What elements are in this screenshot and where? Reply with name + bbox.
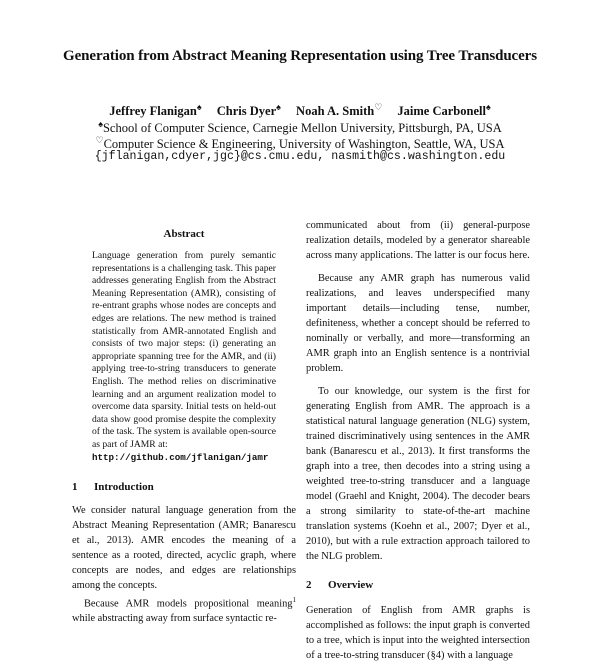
affiliation <box>0 119 600 136</box>
abstract-body <box>92 250 276 464</box>
spade-symbol-icon: ♠ <box>196 102 202 112</box>
paragraph: To our knowledge, our system is the first for generating English from AMR. The approach is a statistical natural language generation (NLG) system, trained discriminatively using sentences in the AMR bank (Banarescu et al., 2013). It first transforms the graph into a tree, then decodes into a string using a weighted tree-to-string transducer and a language model (Graehl and Knight, 2004). The decoder bears a strong similarity to state-of-the-art machine translation systems (Koehn et al., 2007; Dyer et al., 2010), but with a rule extraction approach tailored to the NLG problem. <box>306 386 530 562</box>
section-title: Introduction <box>94 481 154 493</box>
introduction-section <box>72 480 296 626</box>
author-list <box>0 102 600 119</box>
heart-symbol-icon: ♡ <box>374 102 383 112</box>
right-column <box>306 218 530 663</box>
paragraph-text: while abstracting away from surface syntactic re- <box>72 613 277 625</box>
paragraph: communicated about from (ii) general-purpose realization details, modeled by a generator shareable across many applications. The latter is our focus here. <box>306 220 530 261</box>
affiliation-text: Computer Science & Engineering, University of Washington, Seattle, WA, USA <box>103 137 505 152</box>
paper-title: Generation from Abstract Meaning Representation using Tree Transducers <box>63 48 537 64</box>
spade-symbol-icon: ♠ <box>485 102 491 112</box>
spade-symbol-icon: ♠ <box>276 102 281 112</box>
paragraph: We consider natural language generation from the Abstract Meaning Representation (AMR; Banarescu et al., 2013). AMR encodes the meaning of a sentence as a rooted, directed, acyclic graph, where concepts are nodes, and edges are relationships among the concepts. <box>72 505 296 591</box>
paragraph-text: Because AMR models propositional meaning <box>84 598 293 610</box>
author <box>397 104 490 118</box>
affiliation-text: School of Computer Science, Carnegie Mellon University, Pittsburgh, PA, USA <box>102 121 502 136</box>
section-heading <box>72 480 296 495</box>
footnote-marker[interactable]: 1 <box>292 596 296 604</box>
abstract-text: Language generation from purely semantic representations is a challenging task. This paper addresses generating English from the Abstract Meaning Representation (AMR), consisting of re-entrant graphs whose nodes are concepts and edges are relations. The new method is trained statistically from AMR-annotated English and consists of two major steps: (i) generating an appropriate spanning tree for the AMR, and (ii) applying tree-to-string transducers to generate English. The method relies on discriminative learning and an argument realization model to overcome data sparsity. Initial tests on held-out data show good promise despite the complexity of the task. The system is available open-source as part of JAMR at: <box>92 250 276 450</box>
author <box>296 104 382 118</box>
author <box>109 104 201 118</box>
section-number: 2 <box>306 579 312 591</box>
abstract-heading: Abstract <box>163 228 205 240</box>
paragraph: Generation of English from AMR graphs is accomplished as follows: the input graph is converted to a tree, which is input into the weighted intersection of a tree-to-string transducer (§4) with a language <box>306 605 530 661</box>
author <box>217 104 281 118</box>
paragraph <box>72 593 296 626</box>
author-name: Noah A. Smith <box>296 104 375 119</box>
section-number: 1 <box>72 481 78 493</box>
author-name: Chris Dyer <box>216 104 277 119</box>
author-name: Jeffrey Flanigan <box>109 104 197 119</box>
spade-symbol-icon: ♠ <box>98 119 103 129</box>
paragraph: Because any AMR graph has numerous valid realizations, and leaves underspecified many important details—including tense, number, definiteness, whether a concept should be referred to nominally or verbally, and more—transforming an AMR graph into an English sentence is a nontrivial problem. <box>306 273 530 374</box>
author-name: Jaime Carbonell <box>397 104 486 119</box>
repository-link[interactable]: http://github.com/jflanigan/jamr <box>92 451 269 463</box>
author-emails: {jflanigan,cdyer,jgc}@cs.cmu.edu, nasmith@cs.washington.edu <box>94 150 506 163</box>
section-heading <box>306 578 530 593</box>
heart-symbol-icon: ♡ <box>95 135 104 145</box>
section-title: Overview <box>328 579 374 591</box>
